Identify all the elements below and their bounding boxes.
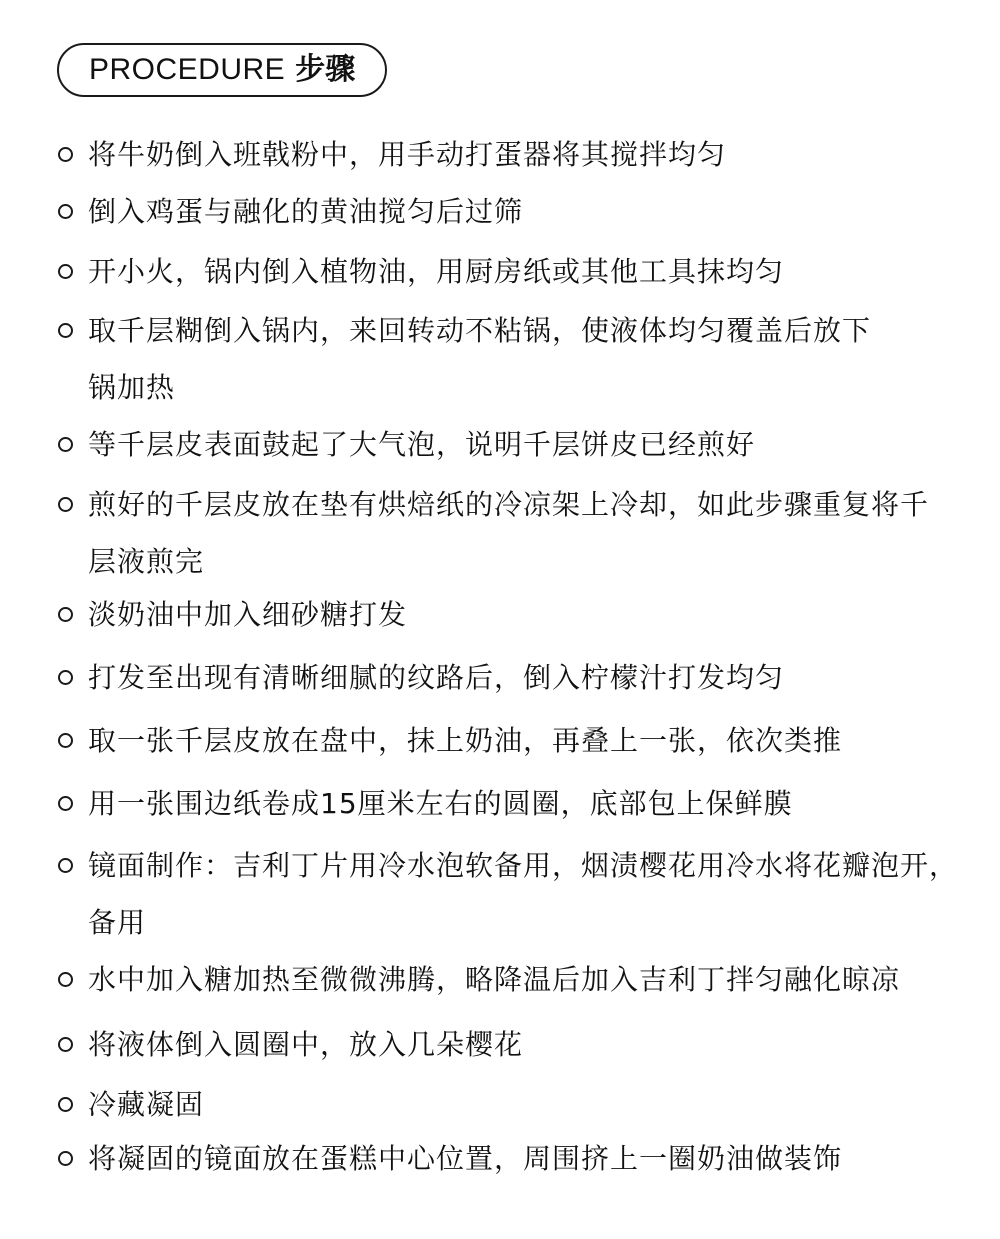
step-text: 用一张围边纸卷成15厘米左右的圆圈，底部包上保鲜膜: [88, 787, 793, 820]
step-text: 等千层皮表面鼓起了大气泡，说明千层饼皮已经煎好: [88, 428, 756, 461]
step-text: 将牛奶倒入班戟粉中，用手动打蛋器将其搅拌均匀: [88, 138, 727, 171]
circle-bullet-icon: [58, 437, 73, 452]
section-title-zh: 步骤: [295, 52, 356, 87]
circle-bullet-icon: [58, 1097, 73, 1112]
step-text: 打发至出现有清晰细腻的纹路后，倒入柠檬汁打发均匀: [88, 661, 785, 694]
step-text: 开小火，锅内倒入植物油，用厨房纸或其他工具抹均匀: [88, 255, 785, 288]
step-text: 将液体倒入圆圈中，放入几朵樱花: [88, 1028, 524, 1061]
circle-bullet-icon: [58, 858, 73, 873]
circle-bullet-icon: [58, 264, 73, 279]
step-text: 镜面制作：吉利丁片用冷水泡软备用，烟渍樱花用冷水将花瓣泡开，备用: [88, 849, 959, 939]
circle-bullet-icon: [58, 204, 73, 219]
circle-bullet-icon: [58, 670, 73, 685]
step-text: 水中加入糖加热至微微沸腾，略降温后加入吉利丁拌匀融化晾凉: [88, 963, 901, 996]
circle-bullet-icon: [58, 607, 73, 622]
circle-bullet-icon: [58, 147, 73, 162]
section-title-en: PROCEDURE: [89, 53, 286, 86]
step-text: 煎好的千层皮放在垫有烘焙纸的冷凉架上冷却，如此步骤重复将千层液煎完: [88, 488, 930, 578]
step-text: 淡奶油中加入细砂糖打发: [88, 598, 408, 631]
circle-bullet-icon: [58, 796, 73, 811]
step-text: 取千层糊倒入锅内，来回转动不粘锅，使液体均匀覆盖后放下锅加热: [88, 314, 872, 404]
circle-bullet-icon: [58, 497, 73, 512]
step-text: 取一张千层皮放在盘中，抹上奶油，再叠上一张，依次类推: [88, 724, 843, 757]
step-text: 冷藏凝固: [88, 1088, 205, 1121]
step-text: 倒入鸡蛋与融化的黄油搅匀后过筛: [88, 195, 524, 228]
circle-bullet-icon: [58, 323, 73, 338]
circle-bullet-icon: [58, 1151, 73, 1166]
circle-bullet-icon: [58, 1037, 73, 1052]
circle-bullet-icon: [58, 972, 73, 987]
circle-bullet-icon: [58, 733, 73, 748]
step-text: 将凝固的镜面放在蛋糕中心位置，周围挤上一圈奶油做装饰: [88, 1142, 843, 1175]
